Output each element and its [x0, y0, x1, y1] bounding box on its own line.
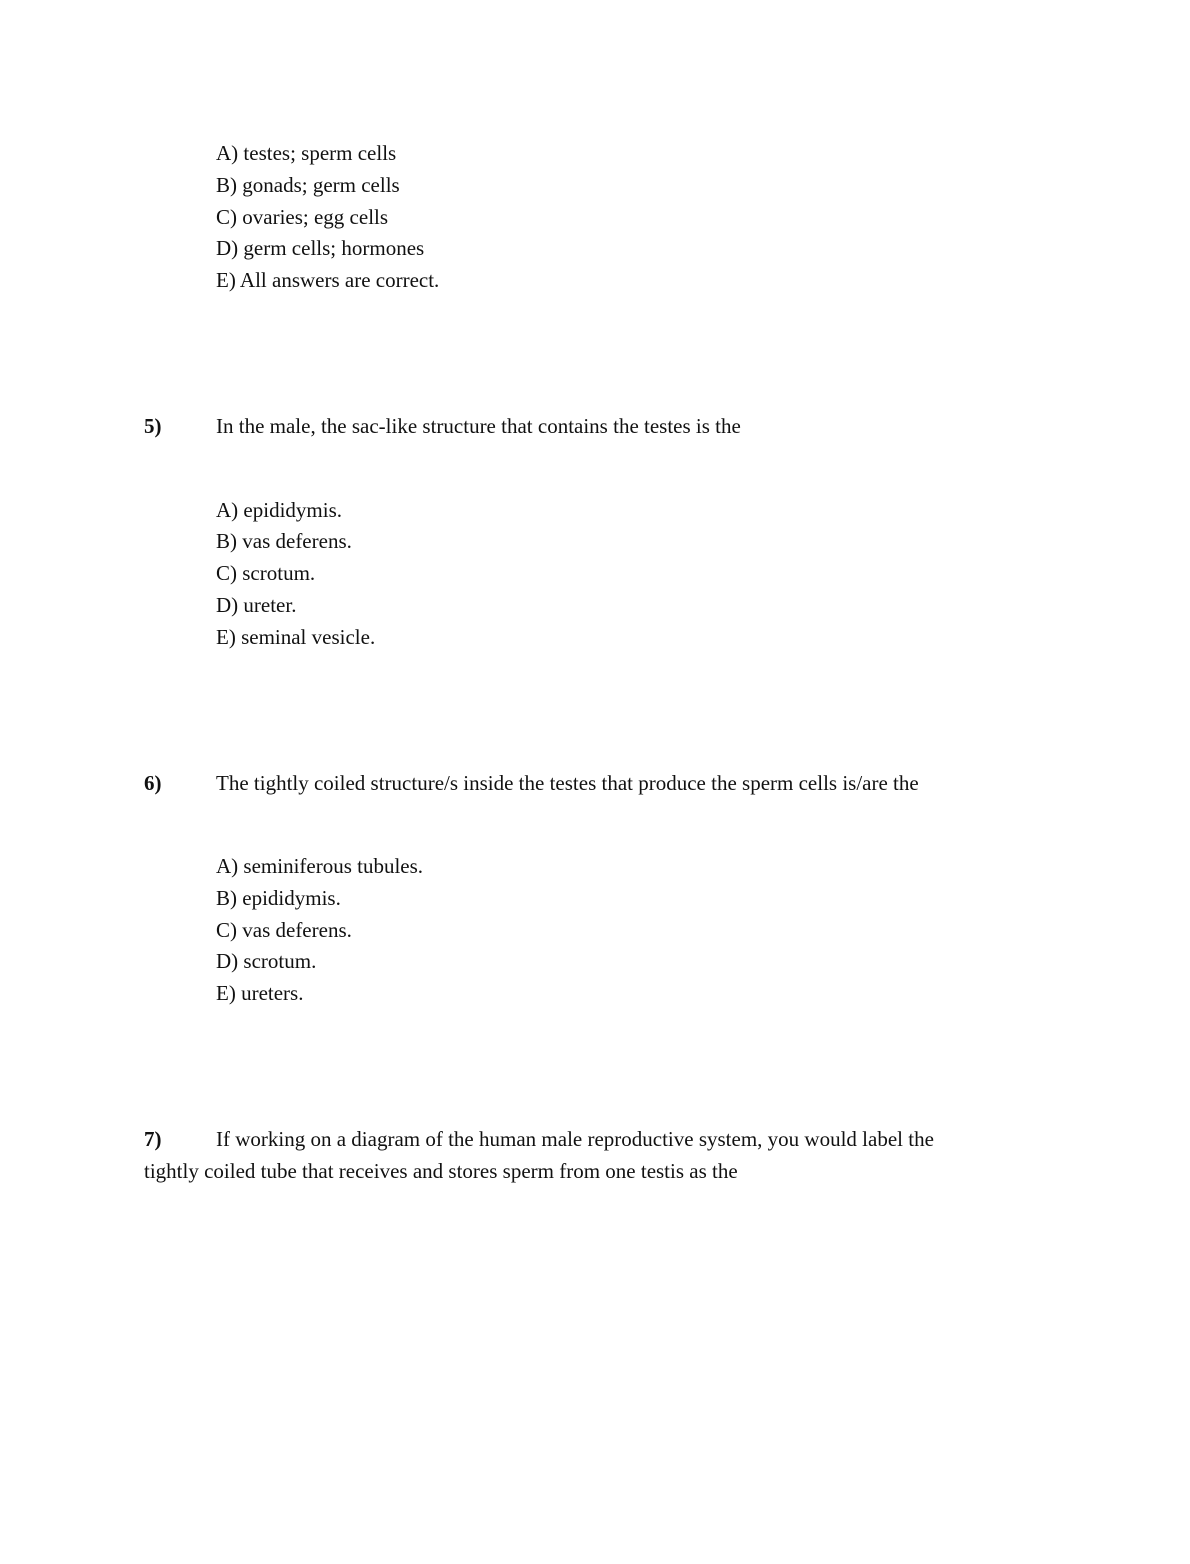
option-a: A) testes; sperm cells: [216, 141, 397, 165]
q5-option-d: D) ureter.: [216, 593, 297, 617]
q5-option-b: B) vas deferens.: [216, 529, 352, 553]
option-c: C) ovaries; egg cells: [216, 205, 389, 229]
q6-option-d: D) scrotum.: [216, 949, 317, 973]
q5-option-c: C) scrotum.: [216, 561, 316, 585]
option-b: B) gonads; germ cells: [216, 173, 400, 197]
option-d: D) germ cells; hormones: [216, 236, 425, 260]
question-7-text-line2: tightly coiled tube that receives and stores sperm from one testis as the: [144, 1159, 738, 1183]
question-7-number: 7): [144, 1127, 162, 1151]
question-6-number: 6): [144, 771, 162, 795]
option-e: E) All answers are correct.: [216, 268, 440, 292]
question-6-text: The tightly coiled structure/s inside the testes that produce the sperm cells is/are the: [216, 771, 919, 795]
q5-option-e: E) seminal vesicle.: [216, 625, 376, 649]
q6-option-e: E) ureters.: [216, 981, 304, 1005]
q5-option-a: A) epididymis.: [216, 498, 342, 522]
q6-option-b: B) epididymis.: [216, 886, 341, 910]
q6-option-c: C) vas deferens.: [216, 918, 352, 942]
question-7-text-line1: If working on a diagram of the human male reproductive system, you would label the: [216, 1127, 934, 1151]
question-5-number: 5): [144, 414, 162, 438]
q6-option-a: A) seminiferous tubules.: [216, 854, 424, 878]
question-5-text: In the male, the sac-like structure that contains the testes is the: [216, 414, 741, 438]
